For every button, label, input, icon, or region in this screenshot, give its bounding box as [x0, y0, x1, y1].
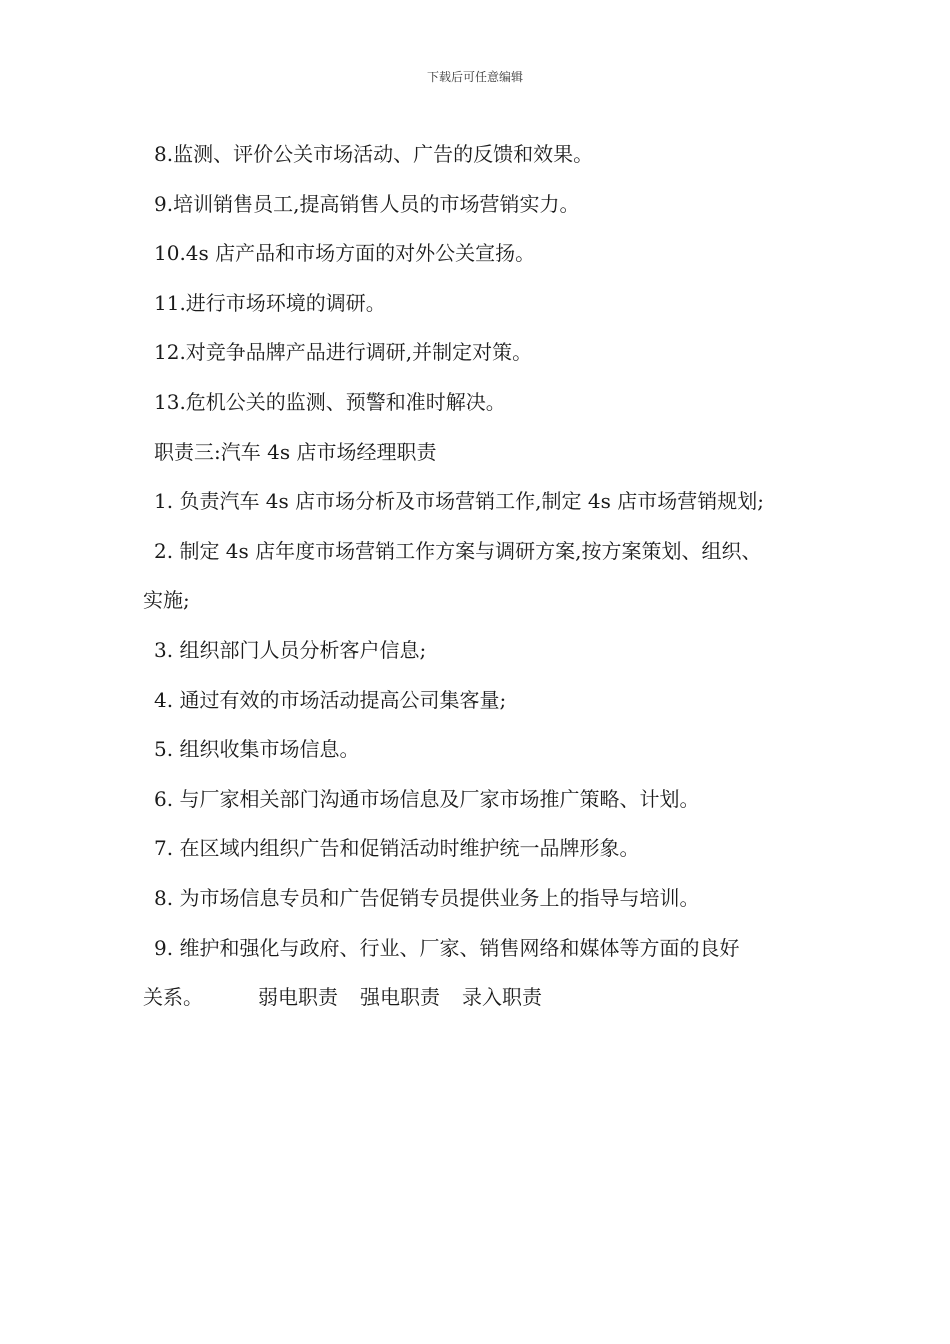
- paragraph-line: 1. 负责汽车 4s 店市场分析及市场营销工作,制定 4s 店市场营销规划;: [154, 489, 764, 514]
- related-link-strong-current[interactable]: 强电职责: [360, 985, 440, 1010]
- related-link-data-entry[interactable]: 录入职责: [462, 985, 542, 1010]
- related-link-weak-current[interactable]: 弱电职责: [258, 985, 338, 1010]
- paragraph-line: 9.培训销售员工,提高销售人员的市场营销实力。: [154, 191, 580, 216]
- paragraph-line-text: 关系。: [143, 985, 203, 1010]
- paragraph-line: 13.危机公关的监测、预警和准时解决。: [154, 389, 506, 414]
- paragraph-line: 12.对竞争品牌产品进行调研,并制定对策。: [154, 340, 533, 365]
- document-body: [143, 130, 843, 1023]
- paragraph-line: 8. 为市场信息专员和广告促销专员提供业务上的指导与培训。: [154, 885, 700, 910]
- paragraph-line: 3. 组织部门人员分析客户信息;: [154, 637, 427, 662]
- paragraph-line: 8.监测、评价公关市场活动、广告的反馈和效果。: [154, 142, 594, 166]
- paragraph-line: 9. 维护和强化与政府、行业、厂家、销售网络和媒体等方面的良好: [154, 935, 740, 960]
- paragraph-line: 7. 在区域内组织广告和促销活动时维护统一品牌形象。: [154, 836, 640, 861]
- section-heading: 职责三:汽车 4s 店市场经理职责: [154, 439, 437, 464]
- paragraph-line: 实施;: [143, 588, 190, 613]
- paragraph-line: 10.4s 店产品和市场方面的对外公关宣扬。: [154, 241, 536, 266]
- paragraph-line: 5. 组织收集市场信息。: [154, 737, 360, 762]
- paragraph-line: 2. 制定 4s 店年度市场营销工作方案与调研方案,按方案策划、组织、: [154, 538, 762, 563]
- paragraph-last-line: [143, 973, 843, 1023]
- paragraph-line: 4. 通过有效的市场活动提高公司集客量;: [154, 687, 507, 712]
- page-header-note: 下载后可任意编辑: [426, 70, 523, 84]
- paragraph-line: 6. 与厂家相关部门沟通市场信息及厂家市场推广策略、计划。: [154, 786, 700, 811]
- paragraph-line: 11.进行市场环境的调研。: [154, 290, 386, 315]
